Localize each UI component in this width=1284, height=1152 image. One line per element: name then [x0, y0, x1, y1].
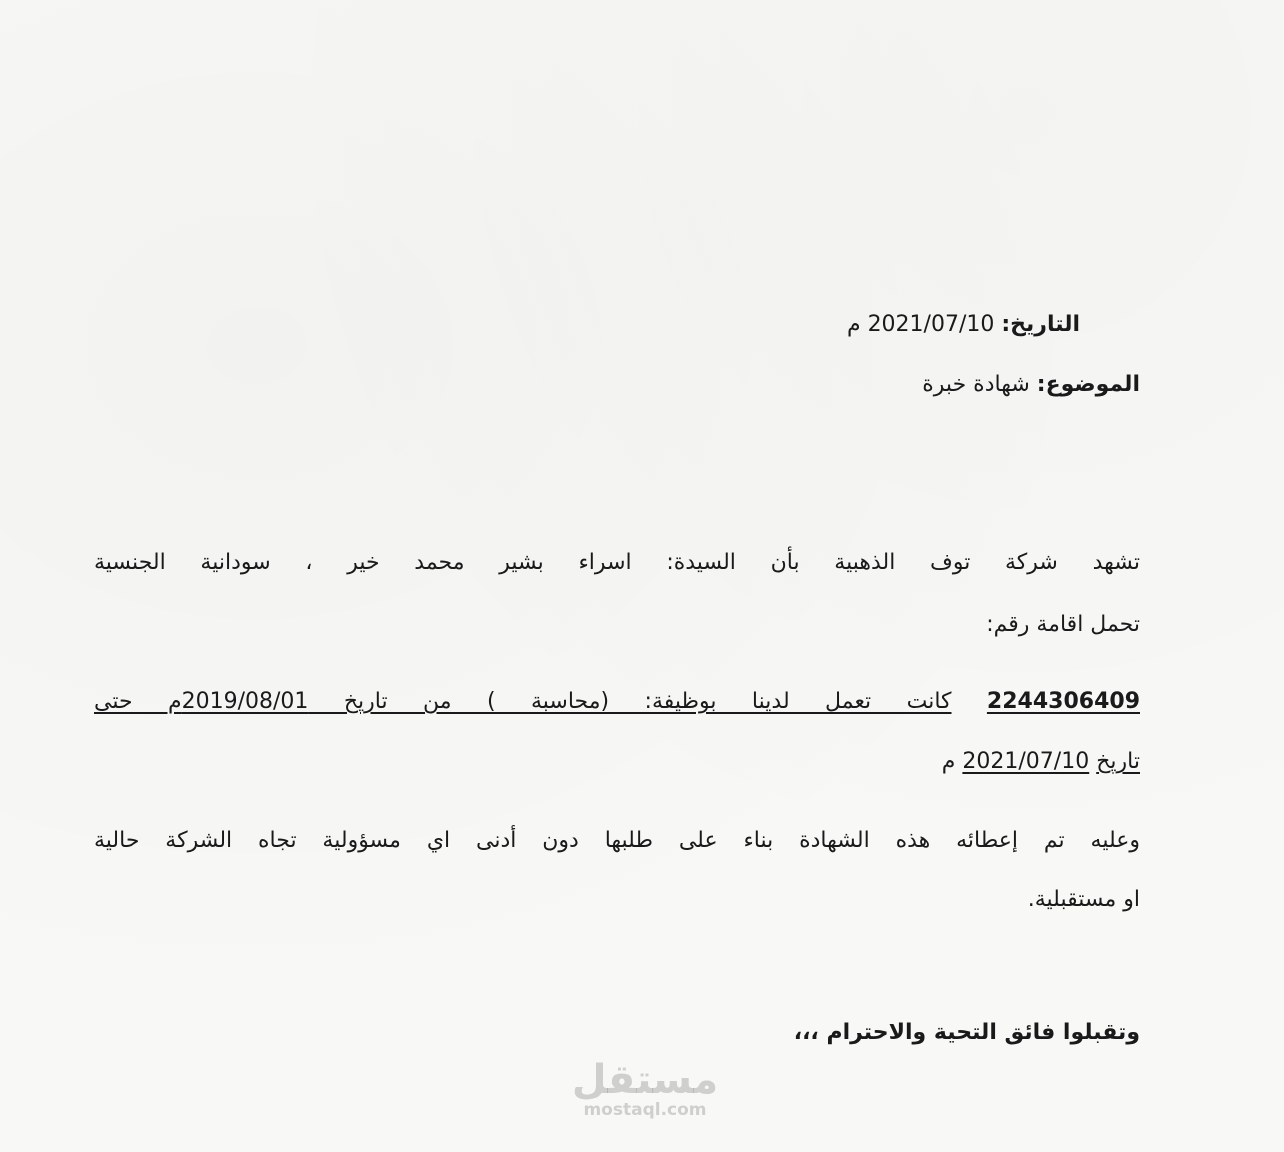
body-line-4 — [942, 747, 1140, 777]
closing-line: وتقبلوا فائق التحية والاحترام ،،، — [793, 1020, 1140, 1045]
iqama-number: 2244306409 — [986, 689, 1140, 714]
mostaql-watermark — [560, 1057, 730, 1120]
date-value: 2021/07/10 — [867, 312, 995, 337]
body-line-3-text: كانت تعمل لدينا بوظيفة: (محاسبة ) من تاريخ 2019/08/01م حتى — [94, 689, 952, 714]
body-line-1: تشهد شركة توف الذهبية بأن السيدة: اسراء بشير محمد خير ، سودانية الجنسية — [94, 550, 1140, 575]
date-line — [847, 310, 1080, 340]
subject-line — [922, 370, 1140, 400]
body-line-5: وعليه تم إعطائه هذه الشهادة بناء على طلبها دون أدنى اي مسؤولية تجاه الشركة حالية — [94, 828, 1140, 853]
subject-label: الموضوع: — [1036, 372, 1140, 397]
end-date-suffix: م — [941, 749, 956, 774]
end-date-value: 2021/07/10 — [962, 749, 1090, 774]
end-date-prefix: تاريخ — [1096, 749, 1140, 774]
body-line-3 — [94, 687, 1140, 717]
body-line-2: تحمل اقامة رقم: — [986, 612, 1140, 637]
watermark-logo: مستقل — [571, 1057, 719, 1103]
date-label: التاريخ: — [1001, 312, 1080, 337]
watermark-url: mostaql.com — [583, 1100, 707, 1120]
date-suffix: م — [846, 312, 861, 337]
subject-value: شهادة خبرة — [922, 372, 1030, 397]
body-line-6: او مستقبلية. — [1027, 887, 1140, 912]
